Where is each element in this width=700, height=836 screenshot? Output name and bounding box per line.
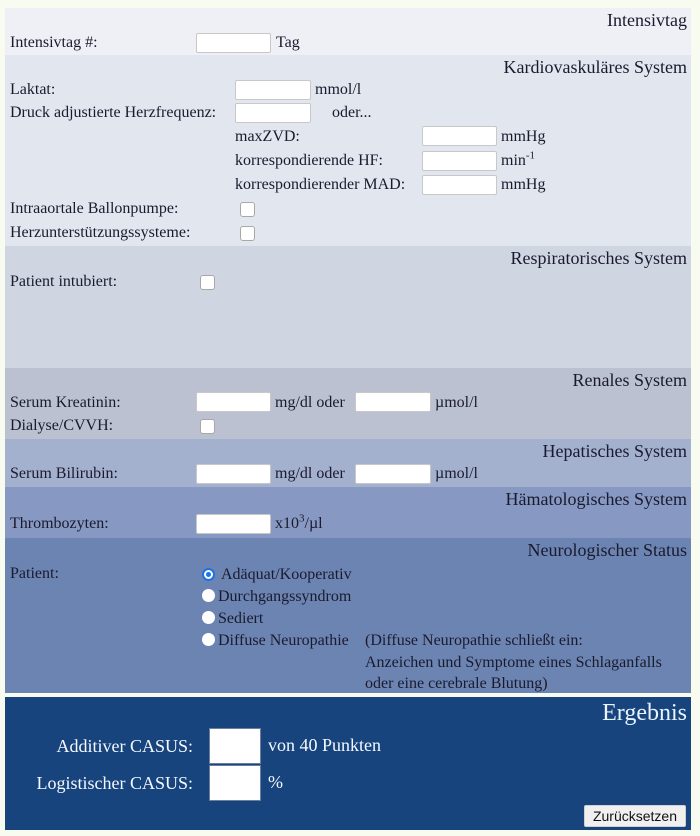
laktat-label: Laktat:	[10, 81, 56, 98]
hf-unit-exponent: -1	[525, 149, 536, 162]
bilirubin-label: Serum Bilirubin:	[10, 465, 118, 482]
section-ergebnis	[5, 697, 691, 830]
section-respiratorisch	[5, 246, 691, 368]
section-title-hepatisch: Hepatisches System	[542, 441, 687, 461]
maxzvd-label: maxZVD:	[235, 128, 300, 145]
thrombozyten-unit-suffix: /µl	[304, 515, 323, 532]
logistic-casus-label: Logistischer CASUS:	[36, 773, 193, 793]
section-title-renal: Renales System	[572, 370, 687, 390]
vad-checkbox[interactable]	[240, 226, 255, 241]
radio-label-durchgangssyndrom: Durchgangssyndrom	[218, 588, 352, 605]
additive-casus-output	[209, 728, 261, 764]
mad-label: korrespondierender MAD:	[235, 176, 406, 193]
section-renal	[5, 368, 691, 439]
neuropathie-note-line2: Anzeichen und Symptome eines Schlaganfalls	[365, 654, 662, 671]
neuropathie-note-line1: (Diffuse Neuropathie schließt ein:	[365, 632, 583, 649]
iabp-checkbox[interactable]	[240, 202, 255, 217]
section-neurologisch	[5, 538, 691, 693]
intubiert-checkbox[interactable]	[200, 275, 215, 290]
section-title-ergebnis: Ergebnis	[602, 700, 687, 726]
intensivtag-label: Intensivtag #:	[10, 34, 98, 51]
section-title-intensivtag: Intensivtag	[607, 10, 687, 30]
neuropathie-note-line3: oder eine cerebrale Blutung)	[365, 675, 548, 692]
phf-input[interactable]	[235, 103, 311, 123]
hf-unit-base: min	[501, 152, 526, 169]
radio-label-diffuse-neuropathie: Diffuse Neuropathie	[218, 632, 349, 649]
section-title-neurologisch: Neurologischer Status	[527, 540, 687, 560]
bilirubin-umol-input[interactable]	[355, 464, 431, 484]
radio-diffuse-neuropathie[interactable]	[202, 633, 215, 646]
thrombozyten-unit	[275, 512, 323, 533]
thrombozyten-label: Thrombozyten:	[10, 515, 109, 532]
section-haematologisch	[5, 487, 691, 538]
kreatinin-unit-umol: µmol/l	[435, 394, 478, 411]
laktat-input[interactable]	[235, 80, 311, 100]
section-hepatisch	[5, 439, 691, 487]
mad-unit: mmHg	[501, 176, 546, 193]
kreatinin-mgdl-input[interactable]	[196, 392, 271, 412]
radio-durchgangssyndrom[interactable]	[202, 589, 215, 602]
intensivtag-unit: Tag	[276, 34, 300, 51]
logistic-casus-output	[209, 765, 261, 801]
hf-label: korrespondierende HF:	[235, 152, 383, 169]
radio-sediert[interactable]	[202, 611, 215, 624]
phf-or-text: oder...	[332, 104, 372, 121]
section-title-kardiovaskulaer: Kardiovaskuläres System	[503, 57, 687, 77]
dialyse-checkbox[interactable]	[200, 419, 215, 434]
intubiert-label: Patient intubiert:	[10, 273, 118, 290]
logistic-casus-unit: %	[268, 772, 283, 792]
dialyse-label: Dialyse/CVVH:	[10, 417, 114, 434]
additive-casus-unit: von 40 Punkten	[268, 735, 382, 755]
maxzvd-unit: mmHg	[501, 128, 546, 145]
patient-label: Patient:	[10, 565, 59, 582]
bilirubin-unit-umol: µmol/l	[435, 465, 478, 482]
maxzvd-input[interactable]	[422, 126, 497, 146]
laktat-unit: mmol/l	[315, 81, 362, 98]
thrombozyten-unit-exponent: 3	[299, 512, 305, 525]
bilirubin-mgdl-input[interactable]	[196, 464, 271, 484]
section-intensivtag	[5, 8, 691, 55]
radio-adaequat[interactable]	[202, 568, 215, 581]
kreatinin-unit-mgdl: mg/dl oder	[275, 394, 345, 411]
vad-label: Herzunterstützungssysteme:	[10, 224, 191, 241]
kreatinin-label: Serum Kreatinin:	[10, 394, 121, 411]
reset-button[interactable]: Zurücksetzen	[584, 805, 686, 827]
kreatinin-umol-input[interactable]	[355, 392, 431, 412]
mad-input[interactable]	[422, 175, 497, 195]
thrombozyten-input[interactable]	[196, 514, 271, 534]
intensivtag-input[interactable]	[196, 33, 271, 53]
hf-input[interactable]	[422, 151, 497, 171]
radio-label-adaequat: Adäquat/Kooperativ	[221, 566, 352, 583]
iabp-label: Intraaortale Ballonpumpe:	[10, 200, 179, 217]
section-kardiovaskulaer	[5, 55, 691, 246]
bilirubin-unit-mgdl: mg/dl oder	[275, 465, 345, 482]
phf-label: Druck adjustierte Herzfrequenz:	[10, 104, 217, 121]
section-title-haematologisch: Hämatologisches System	[505, 489, 687, 509]
radio-label-sediert: Sediert	[218, 610, 264, 627]
section-title-respiratorisch: Respiratorisches System	[510, 248, 687, 268]
additive-casus-label: Additiver CASUS:	[56, 736, 193, 756]
hf-unit	[501, 149, 536, 170]
thrombozyten-unit-base: x10	[275, 515, 299, 532]
